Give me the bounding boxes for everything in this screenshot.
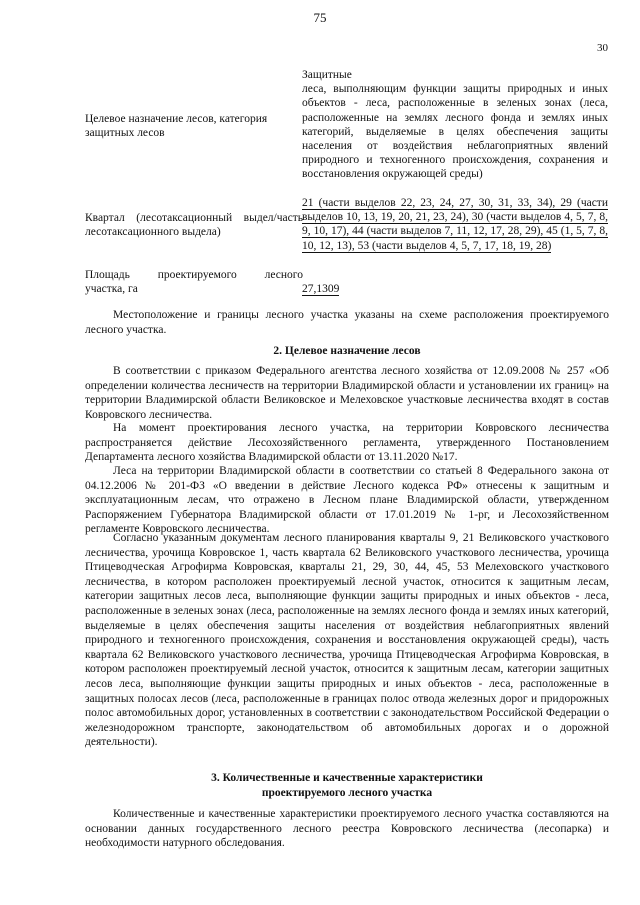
section3-title-line2: проектируемого лесного участка <box>261 787 433 799</box>
section2-paragraph-1-text: В соответствии с приказом Федерального агентства лесного хозяйства от 12.09.2008 № 257 «Об определении количества лесничеств на территории Владимирской области и установлении их границ» на территории Владимирской области Великовское и Мелеховское участковые лесничества входят в состав Ковровского лесничества. <box>85 365 609 421</box>
row-area-word-1: Площадь <box>85 269 130 281</box>
section2-paragraph-3 <box>85 464 609 537</box>
row-purpose-value <box>302 68 608 182</box>
row-area-word-3: лесного <box>264 269 303 281</box>
row-purpose-text: леса, выполняющим функции защиты природных и иных объектов - леса, расположенные в зеленых зонах (леса, расположенные на землях лесного фонда и землях иных категорий, выделяемые в целях обеспечения защиты населения от воздействия неблагоприятных явлений природного и техногенного происхождения, сохранения и восстановления окружающей среды) <box>302 83 608 181</box>
secondary-page-number: 30 <box>597 42 608 54</box>
row-area-word-2: проектируемого <box>157 269 237 281</box>
row-quarter-text: 21 (части выделов 22, 23, 24, 27, 30, 31, 33, 34), 29 (части выделов 10, 13, 19, 20, 21, 23, 24), 30 (части выделов 4, 5, 7, 8, 9, 10, 17), 44 (части выделов 7, 11, 12, 17, 28, 29), 45 (1, 5, 7, 8, 10, 12, 13), 53 (части выделов 4, 5, 7, 17, 18, 19, 28) <box>302 197 608 252</box>
section2-paragraph-3-text: Леса на территории Владимирской области в соответствии со статьей 8 Федерального закона от 04.12.2006 № 201-ФЗ «О введении в действие Лесного кодекса РФ» отнесены к защитным и эксплуатационным лесам, что отражено в Лесном плане Владимирской области, утвержденном Распоряжением Губернатора Владимирской области от 17.01.2019 № 1-рг, и Лесохозяйственном регламенте Ковровского лесничества. <box>85 465 609 536</box>
row-quarter-label: Квартал (лесотаксационный выдел/часть лесотаксационного выдела) <box>85 212 303 239</box>
section3-title-line1: 3. Количественные и качественные характеристики <box>211 772 483 784</box>
row-area-label-line2: участка, га <box>85 283 138 296</box>
section3-paragraph <box>85 807 609 851</box>
row-area-value <box>302 282 608 296</box>
section2-paragraph-4-text: Согласно указанным документам лесного планирования кварталы 9, 21 Великовского участкового лесничества, урочища Ковровское 1, часть квартала 62 Великовского участкового лесничества, урочища Птицеводческая Агрофирма Ковровская, кварталы 21, 29, 30, 44, 45, 53 Мелеховского участкового лесничества, в котором расположен проектируемый лесной участок, относится к защитным лесам, категории защитных лесов леса, выполняющие функции защиты природных и иных объектов - леса, расположенные в зеленых зонах (леса, расположенные на землях лесного фонда и землях иных категорий, выделяемые в целях обеспечения защиты населения от воздействия неблагоприятных явлений природного и техногенного происхождения, сохранения и восстановления окружающей среды), часть квартала 62 Великовского участкового лесничества, урочища Птицеводческая Агрофирма Ковровская, в котором расположен проектируемый лесной участок, относится к защитным лесам, категории защитных лесов леса, выполняющие функции защиты природных и иных объектов - леса, расположенные в защитных полосах лесов (леса, расположенные в границах полос отвода железных дорог и придорожных полос автомобильных дорог, установленных в соответствии с законодательством Российской Федерации о железнодорожном транспорте, законодательством об автомобильных дорогах и о дорожной деятельности). <box>85 532 609 749</box>
section2-title: 2. Целевое назначение лесов <box>273 345 421 357</box>
page-number: 75 <box>313 10 327 25</box>
section2-paragraph-1 <box>85 364 609 422</box>
section3-title <box>85 771 609 801</box>
row-area-label <box>85 268 303 296</box>
row-area-number: 27,1309 <box>302 283 340 295</box>
section2-paragraph-4 <box>85 531 609 750</box>
row-purpose-label: Целевое назначение лесов, категория защитных лесов <box>85 113 268 140</box>
location-paragraph <box>85 308 609 337</box>
location-text: Местоположение и границы лесного участка указаны на схеме расположения проектируемого лесного участка. <box>85 309 609 336</box>
section2-paragraph-2 <box>85 421 609 465</box>
row-quarter-value <box>302 196 608 253</box>
row-area-label-line1 <box>85 268 303 282</box>
row-purpose-title: Защитные <box>302 69 352 81</box>
section2-paragraph-2-text: На момент проектирования лесного участка, на территории Ковровского лесничества распространяется действие Лесохозяйственного регламента, утвержденного Постановлением Департамента лесного хозяйства Владимирской области от 13.11.2020 №17. <box>85 422 609 464</box>
section3-paragraph-text: Количественные и качественные характеристики проектируемого лесного участка составляются на основании данных государственного лесного реестра Ковровского лесничества (лесопарка) и необходимости натурного обследования. <box>85 808 609 850</box>
